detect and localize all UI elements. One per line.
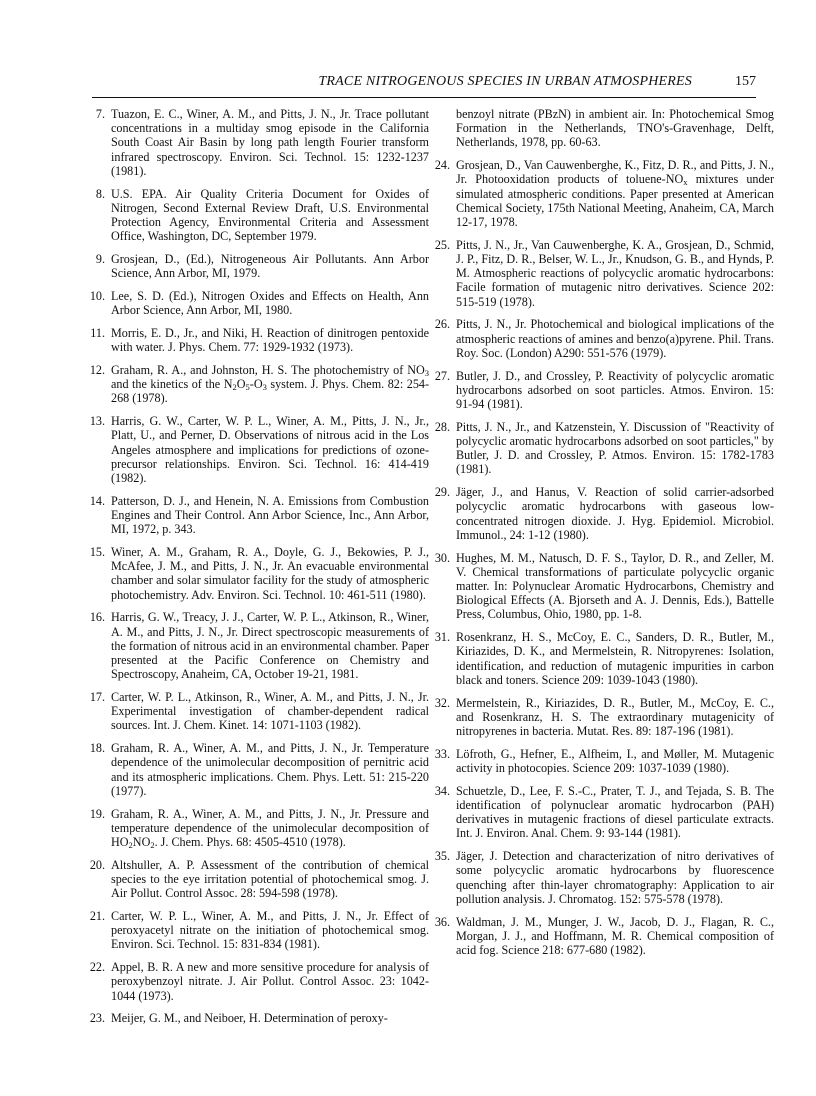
- reference-item: [85, 289, 429, 317]
- reference-text: Grosjean, D., Van Cauwenberghe, K., Fitz, D. R., and Pitts, J. N., Jr. Photooxidation products of toluene-$NO_x$ mixtures under simulated atmospheric conditions. Paper presented at American Chemical Society, 175th National Meeting, Anaheim, CA, March 12-17, 1978.: [456, 158, 774, 230]
- reference-text: Meijer, G. M., and Neiboer, H. Determination of peroxy-: [111, 1011, 388, 1026]
- reference-item: [430, 915, 774, 958]
- reference-item: [85, 414, 429, 485]
- reference-text: Carter, W. P. L., Winer, A. M., and Pitts, J. N., Jr. Effect of peroxyacetyl nitrate on the initiation of photochemical smog. Environ. Sci. Technol. 15: 831-834 (1981).: [111, 909, 429, 952]
- reference-text: U.S. EPA. Air Quality Criteria Document for Oxides of Nitrogen, Second External Review Draft, U.S. Environmental Protection Agency, Environmental Criteria and Assessment Office, Washington, DC, September 1979.: [111, 186, 429, 244]
- reference-number: 27.: [434, 368, 450, 383]
- reference-text: Grosjean, D., (Ed.), Nitrogeneous Air Pollutants. Ann Arbor Science, Ann Arbor, MI, 1979.: [111, 252, 429, 281]
- reference-number: 21.: [89, 909, 105, 924]
- running-title: TRACE NITROGENOUS SPECIES IN URBAN ATMOSPHERES: [318, 74, 692, 89]
- reference-text: Pitts, J. N., Jr. Photochemical and biological implications of the atmospheric reactions of amines and benzo(a)pyrene. Phil. Trans. Roy. Soc. (London) A290: 551-576 (1979).: [456, 317, 774, 360]
- reference-number: 32.: [434, 695, 450, 710]
- reference-number: 14.: [89, 493, 105, 508]
- reference-number: 25.: [434, 237, 450, 252]
- page-header: [60, 74, 756, 98]
- reference-item: [430, 630, 774, 687]
- reference-number: 8.: [95, 186, 105, 201]
- reference-number: 15.: [89, 545, 105, 560]
- reference-item: [430, 485, 774, 542]
- reference-item: [85, 363, 429, 406]
- reference-item: [85, 690, 429, 733]
- reference-item: [430, 158, 774, 229]
- reference-item: [85, 1011, 429, 1025]
- reference-text: Löfroth, G., Hefner, E., Alfheim, I., and Møller, M. Mutagenic activity in photocopies. Science 209: 1037-1039 (1980).: [456, 746, 774, 776]
- reference-text: Carter, W. P. L., Atkinson, R., Winer, A. M., and Pitts, J. N., Jr. Experimental investigation of chamber-dependent radical sources. Int. J. Chem. Kinet. 14: 1071-1103 (1982).: [111, 690, 429, 733]
- page-number: 157: [735, 74, 756, 89]
- reference-item: [85, 107, 429, 178]
- reference-item: [85, 326, 429, 354]
- reference-number: 35.: [434, 849, 450, 864]
- reference-text: Butler, J. D., and Crossley, P. Reactivity of polycyclic aromatic hydrocarbons adsorbed on soot particles. Atmos. Environ. 15: 91-94 (1981).: [456, 368, 774, 412]
- reference-number: 26.: [434, 317, 450, 332]
- reference-text: Winer, A. M., Graham, R. A., Doyle, G. J., Bekowies, P. J., McAfee, J. M., and Pitts, J. N., Jr. An evacuable environmental chamber and solar simulator facility for the study of atmospheric photochemistry. Adv. Environ. Sci. Technol. 10: 461-511 (1980).: [111, 545, 429, 602]
- reference-item: [85, 494, 429, 537]
- reference-text: Altshuller, A. P. Assessment of the contribution of chemical species to the eye irritation potential of photochemical smog. J. Air Pollut. Control Assoc. 28: 594-598 (1978).: [111, 857, 429, 901]
- reference-text: Jäger, J. Detection and characterization of nitro derivatives of some polycyclic aromatic hydrocarbons by fluorescence quenching after thin-layer chromatography: Application to air pollution analysis. J. Chromatog. 152: 575-578 (1978).: [456, 849, 774, 906]
- reference-column-left: [85, 107, 429, 1034]
- reference-item: [85, 909, 429, 952]
- reference-item: [85, 741, 429, 798]
- reference-item: [85, 545, 429, 602]
- reference-number: 16.: [89, 610, 105, 625]
- reference-item: [430, 551, 774, 622]
- reference-number: 13.: [89, 414, 105, 429]
- reference-continuation-text: benzoyl nitrate (PBzN) in ambient air. In: Photochemical Smog Formation in the Netherlands, TNO's-Gravenhage, Delft, Netherlands, 1978, pp. 60-63.: [456, 107, 774, 150]
- reference-number: 29.: [434, 485, 450, 500]
- reference-item: [85, 187, 429, 244]
- reference-text: Rosenkranz, H. S., McCoy, E. C., Sanders, D. R., Butler, M., Kiriazides, D. K., and Mermelstein, R. Nitropyrenes: Isolation, identification, and reduction of mutagenic impurities in carbon black and toners. Science 209: 1039-1043 (1980).: [456, 630, 774, 687]
- reference-item: [85, 858, 429, 901]
- reference-number: 33.: [434, 746, 450, 761]
- reference-text: Morris, E. D., Jr., and Niki, H. Reaction of dinitrogen pentoxide with water. J. Phys. Chem. 77: 1929-1932 (1973).: [111, 326, 429, 355]
- header-rule: [92, 97, 756, 98]
- reference-item: [430, 238, 774, 309]
- reference-text: Harris, G. W., Treacy, J. J., Carter, W. P. L., Atkinson, R., Winer, A. M., and Pitts, J. N., Jr. Direct spectroscopic measurements of the formation of nitrous acid in an environmental chamber. Paper presented at the Pacific Conference on Chemistry and Spectroscopy, Anaheim, CA, October 19-21, 1981.: [111, 610, 429, 682]
- reference-number: 19.: [89, 806, 105, 821]
- reference-item: [430, 696, 774, 739]
- reference-text: Jäger, J., and Hanus, V. Reaction of solid carrier-adsorbed polycyclic aromatic hydrocarbons with gaseous low-concentrated nitrogen dioxide. J. Hyg. Epidemiol. Microbiol. Immunol., 24: 1-12 (1980).: [456, 485, 774, 542]
- reference-number: 9.: [95, 252, 105, 267]
- reference-text: Appel, B. R. A new and more sensitive procedure for analysis of peroxybenzoyl nitrate. J. Air Pollut. Control Assoc. 23: 1042-1044 (1973).: [111, 960, 429, 1003]
- reference-text: Hughes, M. M., Natusch, D. F. S., Taylor, D. R., and Zeller, M. V. Chemical transformations of particulate polycyclic organic matter. In: Polynuclear Aromatic Hydrocarbons, Chemistry and Biological Effects (A. Bjorseth and A. J. Dennis, Eds.), Battelle Press, Columbus, Ohio, 1980, pp. 1-8.: [456, 550, 774, 622]
- reference-item: [430, 369, 774, 412]
- reference-number: 12.: [89, 363, 105, 378]
- reference-number: 36.: [434, 914, 450, 929]
- reference-item: [85, 807, 429, 850]
- reference-number: 11.: [90, 326, 105, 341]
- reference-item: [430, 784, 774, 841]
- reference-item: [430, 420, 774, 477]
- reference-number: 28.: [434, 419, 450, 434]
- reference-text: Graham, R. A., Winer, A. M., and Pitts, J. N., Jr. Temperature dependence of the unimolecular decomposition of pernitric acid and its atmospheric implications. Chem. Phys. Lett. 51: 215-220 (1977).: [111, 741, 429, 798]
- reference-text: Patterson, D. J., and Henein, N. A. Emissions from Combustion Engines and Their Control. Ann Arbor Science, Inc., Ann Arbor, MI, 1972, p. 343.: [111, 493, 429, 537]
- reference-number: 7.: [95, 107, 105, 121]
- reference-text: Pitts, J. N., Jr., and Katzenstein, Y. Discussion of "Reactivity of polycyclic aromatic hydrocarbons adsorbed on soot particles," by Butler, J. D. and Crossley, P. Atmos. Environ. 15: 1782-1783 (1981).: [456, 419, 774, 477]
- reference-text: Pitts, J. N., Jr., Van Cauwenberghe, K. A., Grosjean, D., Schmid, J. P., Fitz, D. R., Belser, W. L., Jr., Knudson, G. B., and Hynds, P. M. Atmospheric reactions of polycyclic aromatic hydrocarbons: Facile formation of mutagenic nitro derivatives. Science 202: 515-519 (1978).: [456, 237, 774, 309]
- reference-number: 30.: [434, 550, 450, 565]
- reference-text: Mermelstein, R., Kiriazides, D. R., Butler, M., McCoy, E. C., and Rosenkranz, H. S. The extraordinary mutagenicity of nitropyrenes in bacteria. Mutat. Res. 89: 187-196 (1981).: [456, 695, 774, 739]
- reference-text: Graham, R. A., and Johnston, H. S. The photochemistry of $NO_3$ and the kinetics of the $N_2O_5-O_3$ system. J. Phys. Chem. 82: 254-268 (1978).: [111, 363, 430, 406]
- reference-number: 22.: [89, 960, 105, 975]
- reference-item: [85, 252, 429, 280]
- reference-number: 24.: [434, 158, 450, 173]
- reference-number: 17.: [89, 690, 105, 705]
- reference-item: [85, 610, 429, 681]
- reference-text: Lee, S. D. (Ed.), Nitrogen Oxides and Effects on Health, Ann Arbor Science, Ann Arbor, MI, 1980.: [111, 289, 429, 318]
- reference-column-right: [430, 107, 774, 966]
- reference-text: Waldman, J. M., Munger, J. W., Jacob, D. J., Flagan, R. C., Morgan, J. J., and Hoffmann, M. R. Chemical composition of acid fog. Science 218: 677-680 (1982).: [456, 914, 774, 958]
- reference-text: Tuazon, E. C., Winer, A. M., and Pitts, J. N., Jr. Trace pollutant concentrations in a multiday smog episode in the California South Coast Air Basin by long path length Fourier transform infrared spectroscopy. Environ. Sci. Technol. 15: 1232-1237 (1981).: [111, 107, 429, 178]
- reference-number: 10.: [89, 289, 105, 304]
- reference-item: [430, 317, 774, 360]
- reference-text: Graham, R. A., Winer, A. M., and Pitts, J. N., Jr. Pressure and temperature dependence of the unimolecular decomposition of $HO_2NO_2$. J. Chem. Phys. 68: 4505-4510 (1978).: [111, 806, 429, 851]
- reference-item: [430, 849, 774, 906]
- reference-number: 31.: [434, 630, 450, 645]
- reference-number: 23.: [89, 1011, 105, 1026]
- reference-item: [85, 960, 429, 1003]
- reference-text: Harris, G. W., Carter, W. P. L., Winer, A. M., Pitts, J. N., Jr., Platt, U., and Perner, D. Observations of nitrous acid in the Los Angeles atmosphere and implications for predictions of ozone-precursor relationships. Environ. Sci. Technol. 16: 414-419 (1982).: [111, 414, 429, 486]
- reference-number: 34.: [434, 783, 450, 798]
- reference-text: Schuetzle, D., Lee, F. S.-C., Prater, T. J., and Tejada, S. B. The identification of polynuclear aromatic hydrocarbon (PAH) derivatives in mutagenic fractions of diesel particulate extracts. Int. J. Environ. Anal. Chem. 9: 93-144 (1981).: [456, 783, 774, 841]
- reference-continuation: [430, 107, 774, 150]
- reference-number: 20.: [89, 857, 105, 872]
- reference-number: 18.: [89, 741, 105, 756]
- reference-item: [430, 747, 774, 775]
